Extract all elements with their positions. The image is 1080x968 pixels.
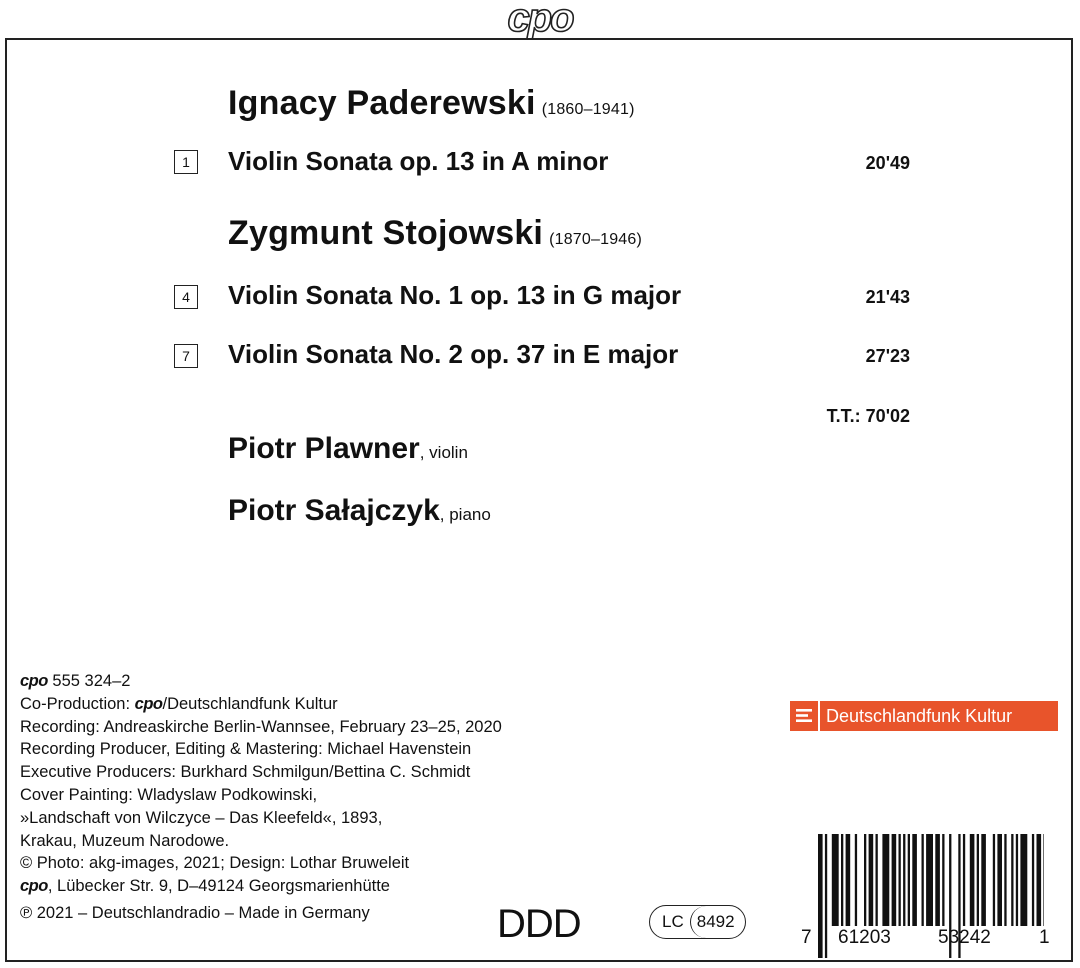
- composer-name: Ignacy Paderewski: [228, 84, 536, 122]
- cover-line: »Landschaft von Wilczyce – Das Kleefeld«, 1893,: [20, 808, 383, 827]
- composer-heading: [228, 214, 642, 253]
- cpo-mini-logo: cpo: [20, 672, 48, 690]
- barcode-bar: [912, 834, 917, 926]
- barcode-bar: [1043, 834, 1044, 926]
- barcode-bar: [825, 834, 827, 958]
- barcode-bar: [1032, 834, 1034, 926]
- barcode-bar: [1016, 834, 1018, 926]
- barcode-bar: [818, 834, 823, 958]
- barcode-bar: [864, 834, 866, 926]
- barcode-bar: [882, 834, 889, 926]
- work-title: Violin Sonata No. 2 op. 37 in E major: [228, 339, 679, 369]
- dlf-text: Deutschlandfunk Kultur: [826, 705, 1013, 726]
- work-duration: 21'43: [865, 287, 910, 307]
- work-title: Violin Sonata op. 13 in A minor: [228, 146, 609, 176]
- phonogram-line: ℗ 2021 – Deutschlandradio – Made in Germany: [20, 903, 370, 922]
- performer-name: Piotr Sałajczyk: [228, 494, 440, 527]
- cpo-mini-logo: cpo: [20, 877, 48, 896]
- work-duration: 27'23: [865, 346, 910, 366]
- barcode-bar: [1004, 834, 1006, 926]
- executive-line: Executive Producers: Burkhard Schmilgun/Bettina C. Schmidt: [20, 763, 471, 782]
- barcode-digits: 53242: [938, 927, 991, 948]
- composer-dates: (1870–1946): [549, 231, 643, 248]
- barcode-bar: [1011, 834, 1013, 926]
- lc-number: 8492: [690, 906, 745, 938]
- svg-text:cpo: cpo: [507, 0, 573, 38]
- barcode-digit: 7: [801, 927, 812, 948]
- catalog-number: cpo 555 324–2: [20, 672, 131, 690]
- barcode-bar: [977, 834, 979, 926]
- barcode-bar: [997, 834, 1002, 926]
- cpo-mini-logo: cpo: [134, 694, 163, 713]
- credits-block: [20, 670, 502, 925]
- lc-prefix: LC: [662, 912, 684, 931]
- barcode-bar: [981, 834, 986, 926]
- cover-line: Krakau, Muzeum Narodowe.: [20, 831, 230, 850]
- barcode-bar: [1020, 834, 1027, 926]
- performer: [228, 494, 491, 528]
- total-time: T.T.: 70'02: [826, 406, 910, 426]
- barcode-bar: [993, 834, 995, 926]
- barcode-bar: [970, 834, 975, 926]
- barcode-bar: [832, 834, 839, 926]
- barcode-bar: [869, 834, 874, 926]
- barcode-bar: [903, 834, 905, 926]
- performer-name: Piotr Plawner: [228, 432, 420, 465]
- work-title: Violin Sonata No. 1 op. 13 in G major: [228, 280, 682, 310]
- composer-dates: (1860–1941): [541, 101, 635, 118]
- barcode-bar: [922, 834, 924, 926]
- barcode-bar: [892, 834, 897, 926]
- composer-heading: [228, 84, 635, 123]
- track-number-box: 1: [174, 150, 198, 174]
- label-code: [649, 905, 746, 939]
- barcode-digits: 61203: [838, 927, 891, 948]
- barcode-bar: [1037, 834, 1042, 926]
- barcode-bar: [876, 834, 878, 926]
- performer-role: , piano: [439, 505, 491, 524]
- dlf-bars-icon: [790, 701, 820, 731]
- barcode-bar: [935, 834, 940, 926]
- cover-line: Cover Painting: Wladyslaw Podkowinski,: [20, 785, 318, 804]
- cpo-logo: [488, 0, 592, 38]
- track-number-box: 4: [174, 285, 198, 309]
- barcode-bar: [899, 834, 901, 926]
- producer-line: Recording Producer, Editing & Mastering: Michael Havenstein: [20, 740, 472, 759]
- barcode-digit: 1: [1039, 927, 1050, 948]
- recording-line: Recording: Andreaskirche Berlin-Wannsee, February 23–25, 2020: [20, 717, 502, 736]
- track-number-box: 7: [174, 344, 198, 368]
- barcode-bar: [908, 834, 910, 926]
- ddd-mark: DDD: [497, 902, 581, 946]
- work-duration: 20'49: [865, 153, 910, 173]
- barcode-bar: [846, 834, 851, 926]
- barcode-bar: [942, 834, 944, 926]
- barcode-bar: [855, 834, 857, 926]
- barcode-bar: [963, 834, 965, 926]
- performer-role: , violin: [419, 443, 468, 462]
- photo-line: © Photo: akg-images, 2021; Design: Lothar Bruweleit: [20, 854, 410, 873]
- performer: [228, 432, 468, 466]
- deutschlandfunk-kultur-logo: [790, 701, 1058, 731]
- composer-name: Zygmunt Stojowski: [228, 214, 544, 252]
- barcode-bar: [841, 834, 843, 926]
- barcode-bar: [926, 834, 933, 926]
- address-line: cpo, Lübecker Str. 9, D–49124 Georgsmarienhütte: [20, 877, 390, 896]
- coproduction-line: Co-Production: cpo/Deutschlandfunk Kultur: [20, 694, 338, 713]
